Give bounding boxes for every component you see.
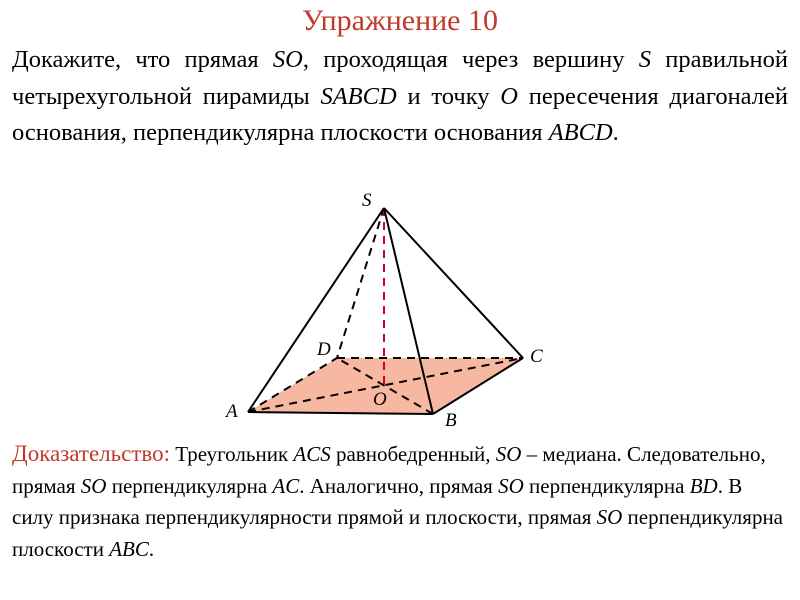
label-C: C [530,346,543,367]
proof-var: SO [596,505,623,529]
proof-text: равнобедренный, [330,442,496,466]
task-text: , проходящая через вершину [302,46,639,73]
proof-var: ABC [109,536,149,561]
task-var: SABCD [320,82,397,110]
proof-block [12,438,788,565]
task-text: Докажите, что прямая [12,46,273,73]
edge-SC [384,208,523,358]
label-B: B [445,410,457,431]
task-var: SO [272,46,303,73]
proof-var: SO [498,473,524,498]
task-text: и точку [396,82,501,110]
label-D: D [317,339,331,360]
proof-text: . Аналогично, прямая [299,473,499,498]
proof-text: перпендикулярна [523,473,690,498]
proof-var: SO [80,473,107,498]
proof-var: ACS [293,442,331,466]
label-A: A [226,401,238,422]
exercise-title: Упражнение 10 [302,4,498,37]
proof-heading: Доказательство: [12,441,171,466]
proof-var: SO [495,442,522,466]
proof-text: перпендикулярна [106,473,273,498]
task-text: правильной четырехугольной пирамиды [12,46,788,110]
task-text: пересечения диагоналей основания, перпендикулярна плоскости основания [12,82,788,146]
label-S: S [362,190,372,211]
proof-text: . В силу признака перпендикулярности прямой и плоскости, прямая [12,473,743,529]
task-var: ABCD [548,119,613,146]
task-var: S [638,46,651,73]
proof-text: . [148,536,155,561]
edge-SD [337,208,384,358]
proof-text: – медиана. Следовательно, прямая [12,442,766,498]
label-O: O [373,389,387,410]
proof-text: перпендикулярна плоскости [12,505,784,561]
proof-text: Треугольник [170,442,294,466]
proof-var: AC [272,473,300,498]
proof-var: BD [689,473,718,498]
task-var: O [500,82,518,110]
task-text: . [612,119,619,146]
